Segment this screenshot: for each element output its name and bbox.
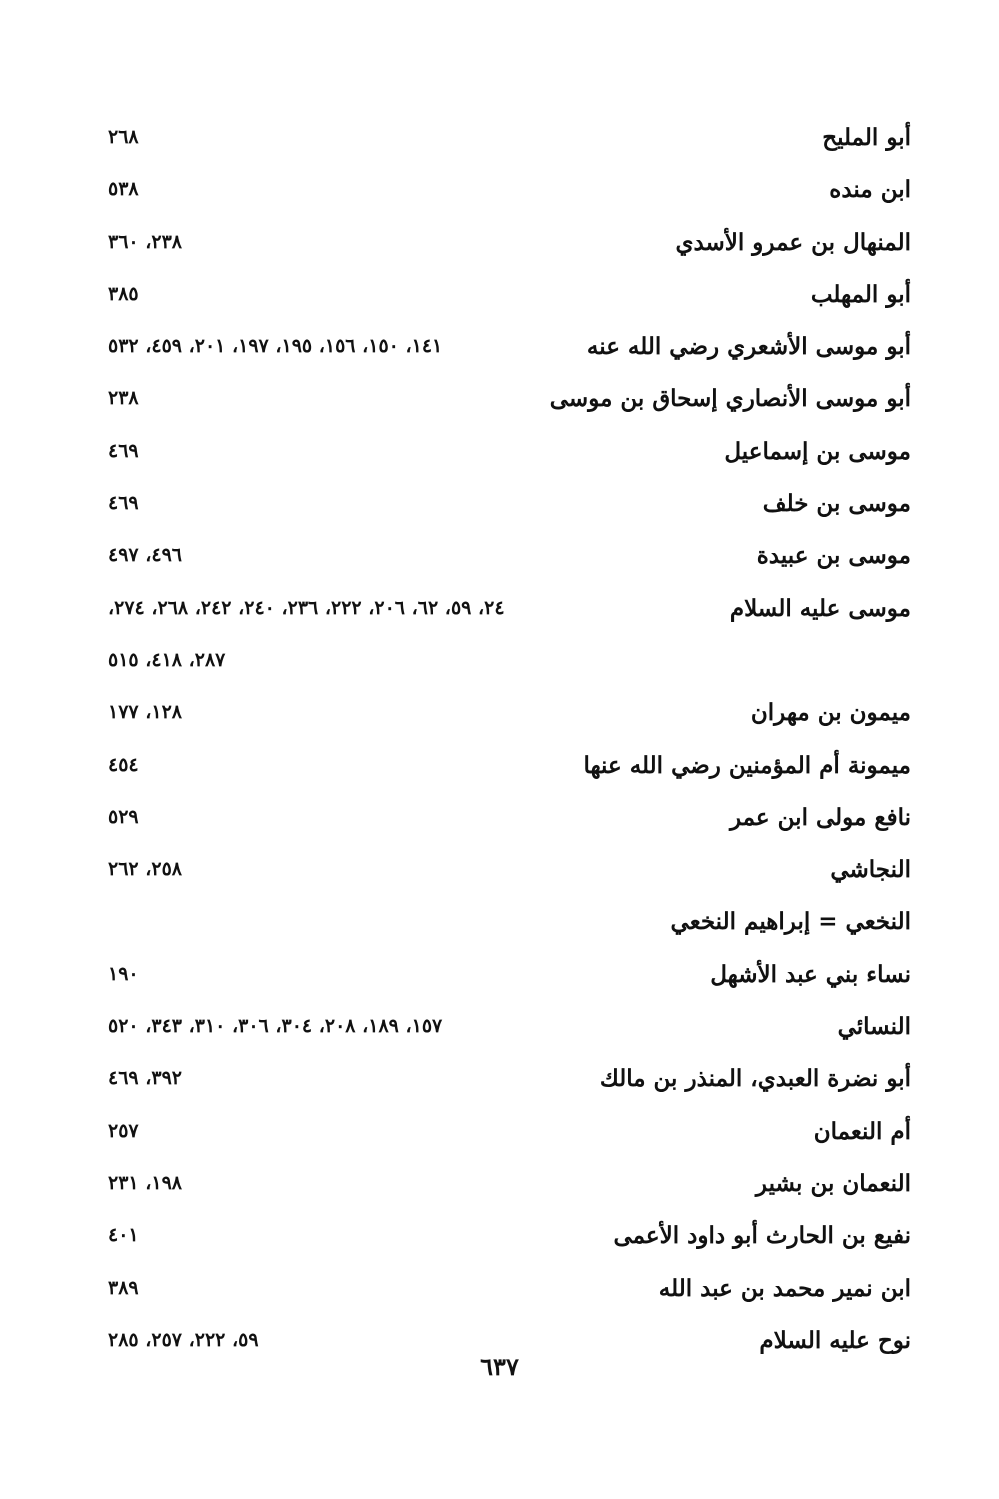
entry-name: أبو المليح bbox=[822, 124, 911, 151]
index-entry bbox=[108, 752, 911, 804]
index-entry bbox=[108, 281, 911, 333]
entry-name: ابن نمير محمد بن عبد الله bbox=[658, 1274, 911, 1302]
entry-pages: ٥٣٨ bbox=[108, 178, 139, 201]
entry-name: أبو موسى الأشعري رضي الله عنه bbox=[586, 333, 911, 361]
index-list bbox=[108, 124, 911, 1379]
entry-name: أبو موسى الأنصاري إسحاق بن موسى bbox=[549, 385, 911, 413]
entry-name: ابن منده bbox=[829, 176, 911, 204]
entry-pages: ٣٩٢، ٤٦٩ bbox=[108, 1067, 182, 1090]
entry-pages: ٤٠١ bbox=[108, 1224, 139, 1247]
entry-pages: ١٢٨، ١٧٧ bbox=[108, 701, 182, 724]
entry-pages: ٢٦٨ bbox=[108, 126, 139, 148]
index-entry bbox=[108, 1170, 911, 1222]
entry-pages: ٣٨٩ bbox=[108, 1276, 139, 1299]
entry-name: ميمون بن مهران bbox=[750, 699, 911, 727]
entry-pages: ١٩٠ bbox=[108, 962, 139, 985]
index-entry bbox=[108, 176, 911, 228]
entry-pages: ٣٨٥ bbox=[108, 282, 139, 305]
entry-pages: ٥٩، ٢٢٢، ٢٥٧، ٢٨٥ bbox=[108, 1328, 259, 1351]
entry-pages: ٤٦٩ bbox=[108, 439, 139, 462]
entry-name: موسى عليه السلام bbox=[729, 594, 911, 622]
entry-pages: ١٤١، ١٥٠، ١٥٦، ١٩٥، ١٩٧، ٢٠١، ٤٥٩، ٥٣٢ bbox=[108, 335, 443, 358]
index-entry bbox=[108, 542, 911, 594]
index-entry bbox=[108, 229, 911, 281]
entry-name: أبو نضرة العبدي، المنذر بن مالك bbox=[599, 1065, 911, 1093]
entry-name: المنهال بن عمرو الأسدي bbox=[675, 228, 911, 256]
index-entry bbox=[108, 490, 911, 542]
entry-pages: ٤٩٦، ٤٩٧ bbox=[108, 544, 182, 567]
index-entry bbox=[108, 1275, 911, 1327]
entry-name: نفيع بن الحارث أبو داود الأعمى bbox=[613, 1222, 911, 1250]
index-entry bbox=[108, 124, 911, 176]
entry-name: ميمونة أم المؤمنين رضي الله عنها bbox=[583, 751, 911, 779]
index-entry bbox=[108, 595, 911, 647]
index-entry bbox=[108, 804, 911, 856]
entry-name: النعمان بن بشير bbox=[755, 1169, 911, 1197]
entry-pages: ٤٥٤ bbox=[108, 753, 139, 776]
entry-name: نوح عليه السلام bbox=[759, 1326, 911, 1354]
index-entry bbox=[108, 385, 911, 437]
entry-name: موسى بن عبيدة bbox=[756, 542, 911, 570]
entry-name: نافع مولى ابن عمر bbox=[729, 803, 911, 831]
entry-name: موسى بن إسماعيل bbox=[724, 437, 911, 465]
entry-name: نساء بني عبد الأشهل bbox=[710, 960, 911, 988]
entry-pages: ١٩٨، ٢٣١ bbox=[108, 1171, 182, 1194]
entry-pages: ٢٣٨، ٣٦٠ bbox=[108, 230, 182, 253]
index-entry bbox=[108, 961, 911, 1013]
index-entry-continuation bbox=[108, 647, 911, 699]
entry-name: النجاشي bbox=[830, 856, 911, 884]
entry-pages: ٢٣٨ bbox=[108, 387, 139, 410]
index-entry bbox=[108, 699, 911, 751]
index-entry bbox=[108, 1118, 911, 1170]
entry-name: أم النعمان bbox=[813, 1117, 911, 1145]
entry-name: النخعي = إبراهيم النخعي bbox=[670, 908, 911, 936]
entry-pages: ٤٦٩ bbox=[108, 492, 139, 515]
index-entry bbox=[108, 1222, 911, 1274]
entry-pages: ٢٨٧، ٤١٨، ٥١٥ bbox=[108, 648, 226, 671]
index-entry bbox=[108, 856, 911, 908]
index-entry bbox=[108, 438, 911, 490]
entry-name: موسى بن خلف bbox=[762, 490, 911, 518]
entry-pages: ٢٥٧ bbox=[108, 1119, 139, 1142]
entry-name: النسائي bbox=[837, 1013, 911, 1041]
entry-pages: ١٥٧، ١٨٩، ٢٠٨، ٣٠٤، ٣٠٦، ٣١٠، ٣٤٣، ٥٢٠ bbox=[108, 1015, 443, 1038]
page-number: ٦٣٧ bbox=[480, 1352, 519, 1381]
entry-pages: ٢٥٨، ٢٦٢ bbox=[108, 858, 182, 881]
entry-name: أبو المهلب bbox=[810, 280, 911, 308]
index-entry bbox=[108, 1013, 911, 1065]
index-entry bbox=[108, 1065, 911, 1117]
entry-pages: ٥٢٩ bbox=[108, 805, 139, 828]
index-entry bbox=[108, 333, 911, 385]
index-entry bbox=[108, 908, 911, 960]
entry-pages: ٢٤، ٥٩، ٦٢، ٢٠٦، ٢٢٢، ٢٣٦، ٢٤٠، ٢٤٢، ٢٦٨، ٢٧٤، bbox=[108, 596, 505, 619]
